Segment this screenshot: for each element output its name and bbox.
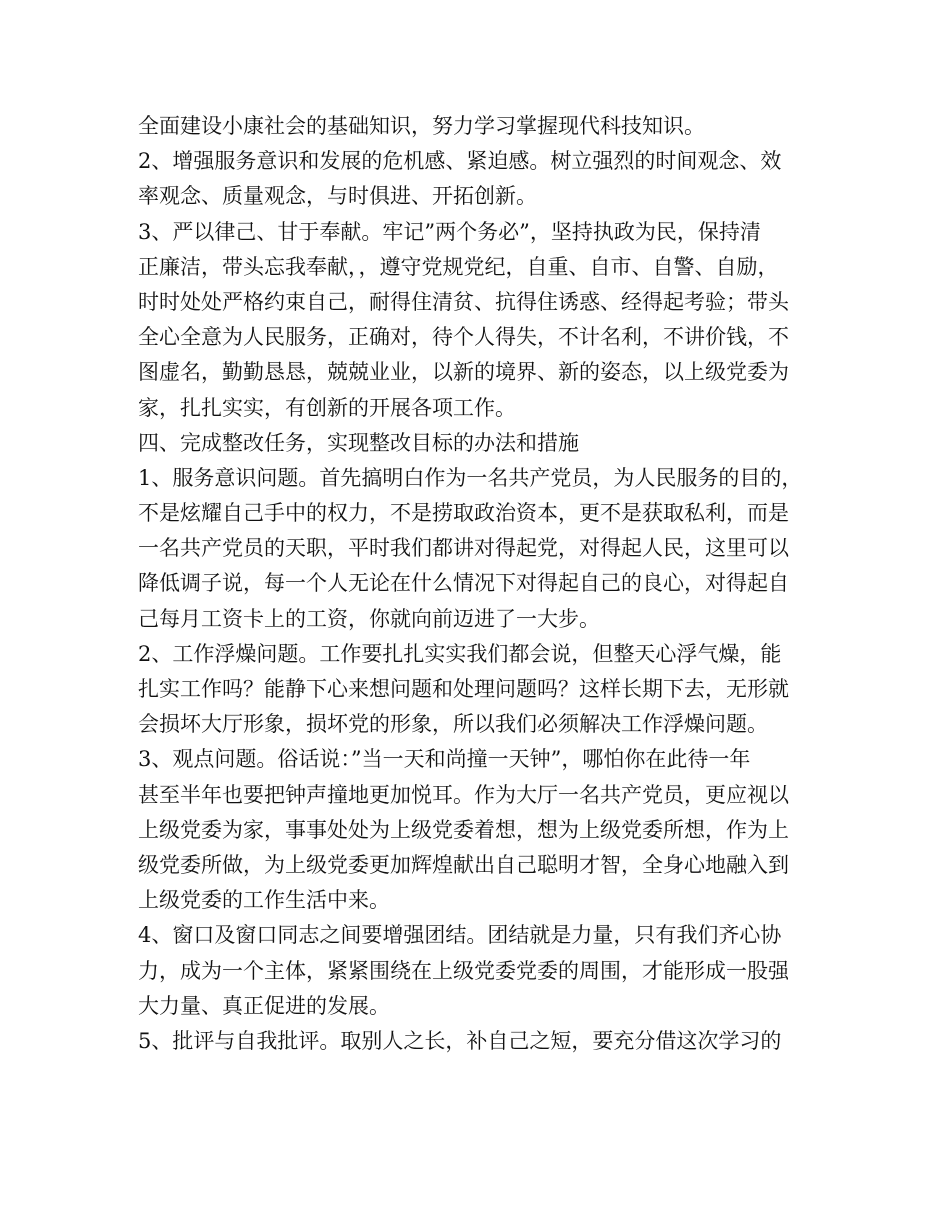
text-line-24: 4、窗口及窗口同志之间要增强团结。团结就是力量，只有我们齐心协 — [138, 923, 782, 948]
text-line-16: 2、工作浮燥问题。工作要扎扎实实我们都会说，但整天心浮气燥，能 — [138, 641, 782, 666]
text-line-23: 上级党委的工作生活中来。 — [138, 888, 390, 913]
text-line-22: 级党委所做，为上级党委更加辉煌献出自己聪明才智，全身心地融入到 — [138, 852, 789, 877]
text-line-14: 降低调子说，每一个人无论在什么情况下对得起自己的良心，对得起自 — [138, 571, 789, 596]
text-line-25: 力，成为一个主体，紧紧围绕在上级党委党委的周围，才能形成一股强 — [138, 958, 789, 983]
text-line-17: 扎实工作吗？能静下心来想问题和处理问题吗？这样长期下去，无形就 — [138, 677, 789, 701]
text-line-7: 全心全意为人民服务，正确对，待个人得失，不计名利，不讲价钱，不 — [138, 325, 789, 350]
text-line-2: 2、增强服务意识和发展的危机感、紧迫感。树立强烈的时间观念、效 — [138, 149, 782, 174]
section-heading: 四、完成整改任务，实现整改目标的办法和措施 — [138, 430, 579, 455]
text-line-6: 时时处处严格约束自己，耐得住清贫、抗得住诱惑、经得起考验；带头 — [138, 289, 789, 314]
text-line-3: 率观念、质量观念，与时俱进、开拓创新。 — [138, 184, 537, 209]
text-line-15: 己每月工资卡上的工资，你就向前迈进了一大步。 — [138, 606, 600, 631]
text-line-26: 大力量、真正促进的发展。 — [138, 993, 390, 1018]
text-line-9: 家，扎扎实实，有创新的开展各项工作。 — [138, 395, 516, 420]
text-line-11: 1、服务意识问题。首先搞明白作为一名共产党员，为人民服务的目的， — [138, 465, 803, 490]
text-line-8: 图虚名，勤勤恳恳，兢兢业业，以新的境界、新的姿态，以上级党委为 — [138, 360, 789, 385]
text-line-27: 5、批评与自我批评。取别人之长，补自己之短，要充分借这次学习的 — [138, 1028, 782, 1053]
text-line-1: 全面建设小康社会的基础知识，努力学习掌握现代科技知识。 — [138, 114, 705, 138]
text-line-19: 3、观点问题。俗话说：”当一天和尚撞一天钟”，哪怕你在此待一年 — [138, 747, 751, 772]
text-line-13: 一名共产党员的天职，平时我们都讲对得起党，对得起人民，这里可以 — [138, 536, 789, 561]
text-line-18: 会损坏大厅形象，损坏党的形象，所以我们必须解决工作浮燥问题。 — [138, 712, 768, 737]
text-line-4: 3、严以律己、甘于奉献。牢记”两个务必”，坚持执政为民，保持清 — [138, 219, 761, 244]
text-line-12: 不是炫耀自己手中的权力，不是捞取政治资本，更不是获取私利，而是 — [138, 501, 789, 526]
text-line-5: 正廉洁，带头忘我奉献，，遵守党规党纪，自重、自市、自警、自励， — [138, 254, 779, 279]
document-body — [138, 109, 828, 1059]
text-line-21: 上级党委为家，事事处处为上级党委着想，想为上级党委所想，作为上 — [138, 817, 789, 842]
text-line-20: 甚至半年也要把钟声撞地更加悦耳。作为大厅一名共产党员，更应视以 — [138, 782, 789, 807]
